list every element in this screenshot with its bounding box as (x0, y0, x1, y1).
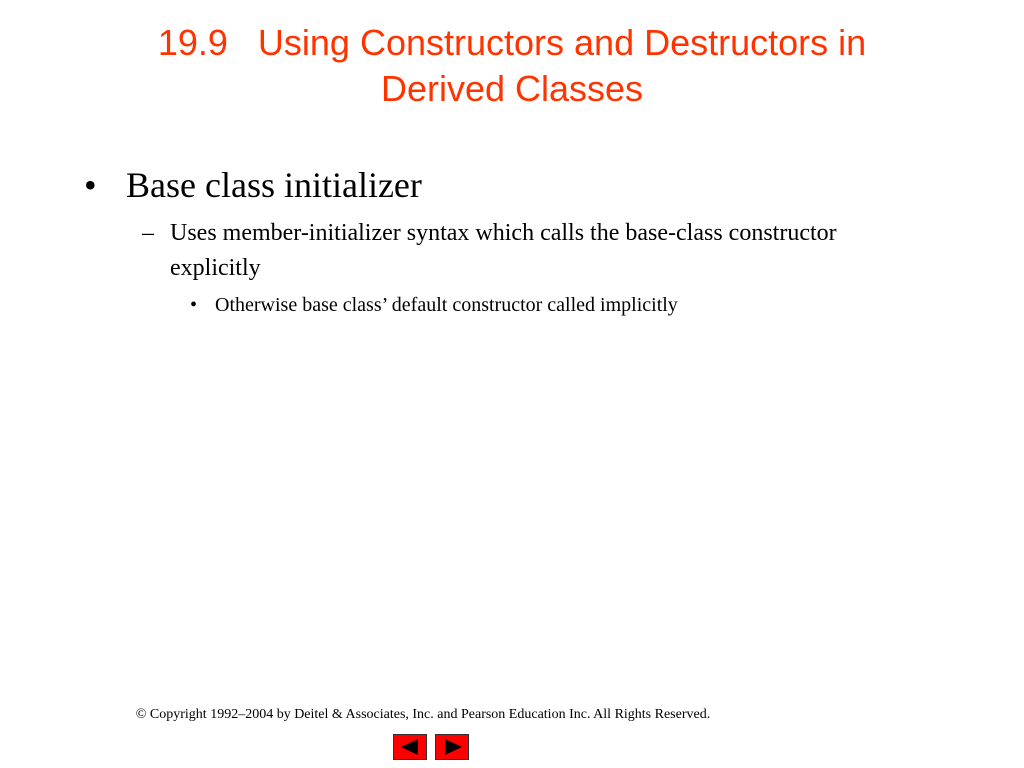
next-slide-button[interactable] (435, 734, 469, 760)
title-line-2: Derived Classes (380, 68, 644, 109)
bullet-text: Base class initializer (126, 165, 422, 205)
bullet-dot-icon: • (190, 294, 198, 316)
left-triangle-icon (394, 735, 426, 759)
bullet-dash-icon: – (142, 220, 154, 246)
bullet-dot-icon: • (84, 165, 97, 205)
copyright-footer: © Copyright 1992–2004 by Deitel & Associates, Inc. and Pearson Education Inc. All Rights Reserved. (135, 707, 711, 722)
slide-title (60, 20, 964, 112)
bullet-text: Uses member-initializer syntax which calls the base-class constructor explicitly (170, 220, 837, 281)
previous-slide-button[interactable] (393, 734, 427, 760)
right-triangle-icon (436, 735, 468, 759)
title-line-1: 19.9 Using Constructors and Destructors in (157, 22, 867, 63)
bullet-text: Otherwise base class’ default constructor called implicitly (215, 294, 678, 316)
